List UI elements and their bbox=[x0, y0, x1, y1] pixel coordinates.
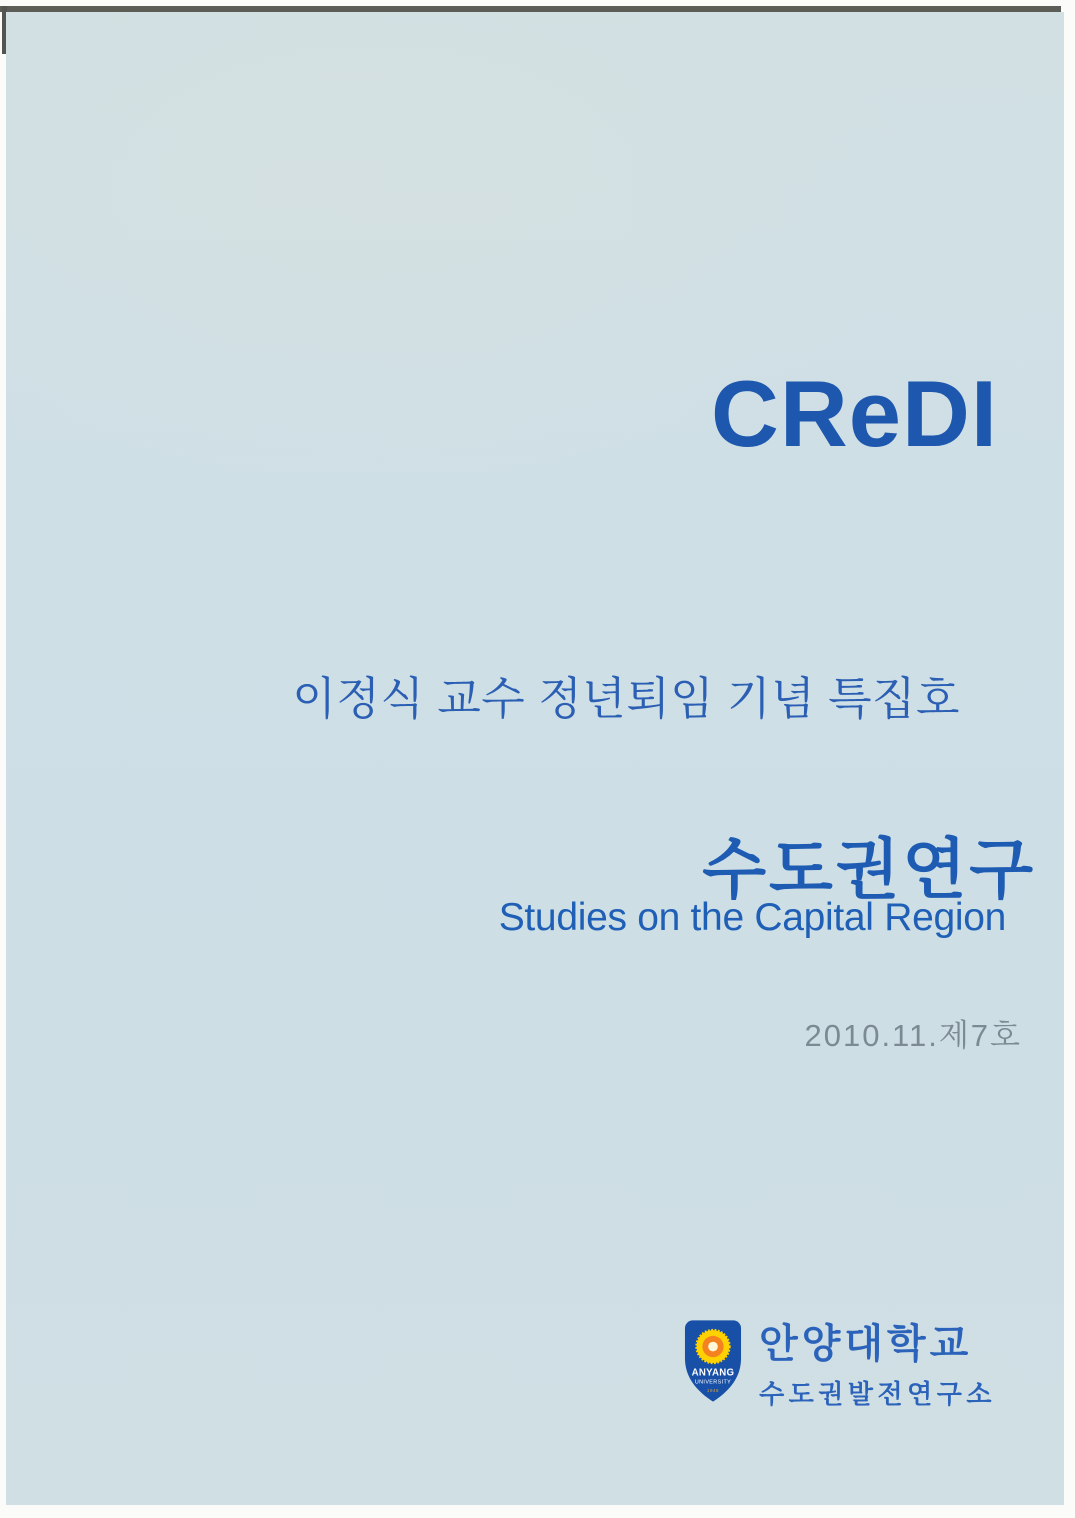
seal-anyang-text: ANYANG bbox=[691, 1367, 735, 1379]
seal-university-text: UNIVERSITY bbox=[694, 1378, 732, 1385]
publisher-block bbox=[684, 1312, 996, 1411]
institute-name: 수도권발전연구소 bbox=[759, 1379, 996, 1409]
seal-year-text: 1948 bbox=[706, 1387, 720, 1393]
journal-title-korean: 수도권연구 bbox=[702, 832, 1036, 906]
issue-date: 2010.11.제7호 bbox=[804, 1018, 1022, 1053]
university-seal-icon bbox=[684, 1319, 742, 1405]
journal-title-english: Studies on the Capital Region bbox=[498, 896, 1006, 939]
credi-logotype: CReDI bbox=[710, 361, 998, 466]
publisher-text bbox=[759, 1312, 996, 1411]
university-name: 안양대학교 bbox=[759, 1322, 973, 1366]
special-issue-line: 이정식 교수 정년퇴임 기념 특집호 bbox=[292, 673, 960, 724]
journal-cover-page bbox=[6, 12, 1064, 1505]
